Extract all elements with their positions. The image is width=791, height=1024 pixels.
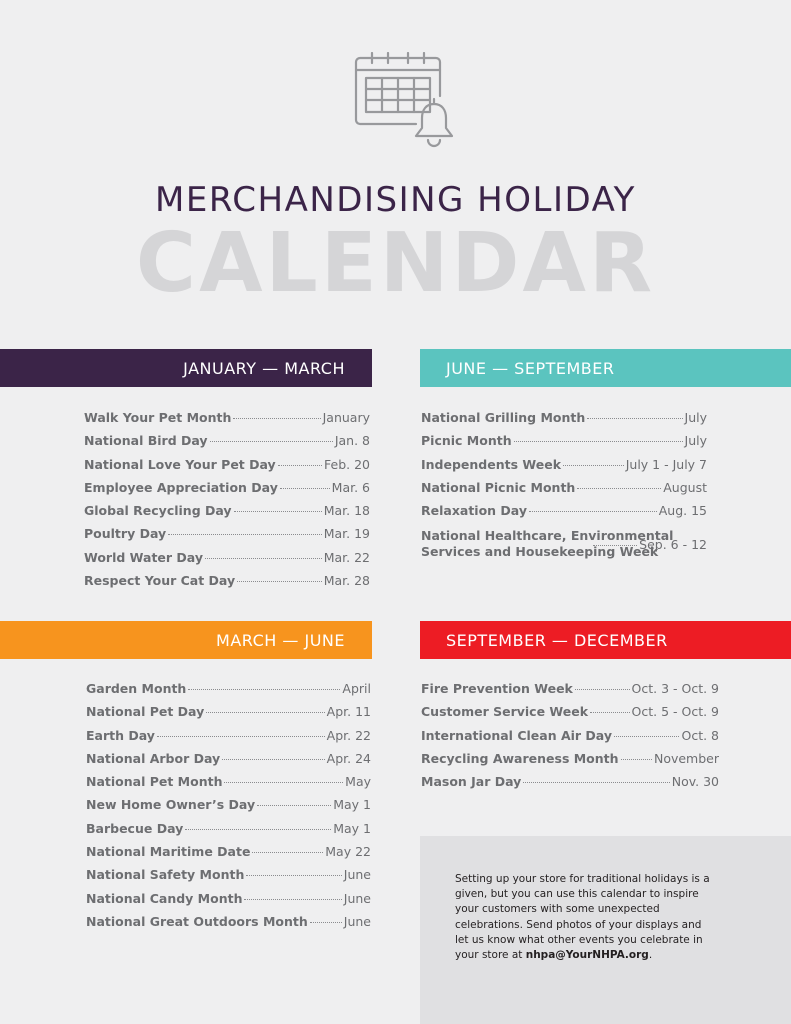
list-item (84, 457, 370, 480)
list-september-december (421, 681, 719, 797)
list-item (421, 774, 719, 797)
item-date: Mar. 19 (323, 526, 370, 542)
note-body: Setting up your store for traditional holidays is a given, but you can use this calendar to inspire your customers with some unexpected celebrations. Send photos of your displays and let us know what other events you celebrate in your store at (455, 873, 710, 962)
item-name: National Love Your Pet Day (84, 456, 276, 472)
list-january-march (84, 410, 370, 596)
list-item (86, 774, 371, 797)
item-date: July 1 - July 7 (625, 456, 707, 472)
item-date: Sep. 6 - 12 (639, 537, 707, 553)
list-item (86, 891, 371, 914)
list-item (86, 704, 371, 727)
item-name: Fire Prevention Week (421, 681, 573, 696)
band-june-september (420, 349, 791, 387)
item-name: Global Recycling Day (84, 503, 232, 519)
list-item (421, 704, 719, 727)
band-label: JUNE — SEPTEMBER (446, 358, 615, 378)
list-item (86, 681, 371, 704)
item-name: Poultry Day (84, 526, 167, 542)
item-date: June (343, 867, 371, 883)
item-date: Apr. 11 (326, 704, 371, 720)
item-date: Jan. 8 (334, 433, 370, 449)
list-item (84, 433, 370, 456)
list-item (84, 503, 370, 526)
item-name: National Safety Month (86, 867, 245, 883)
list-item (86, 821, 371, 844)
item-date: Oct. 5 - Oct. 9 (631, 704, 719, 720)
item-name: National Grilling Month (421, 410, 586, 425)
item-name: Customer Service Week (421, 704, 589, 720)
list-item (84, 410, 370, 433)
list-item (86, 797, 371, 820)
list-march-june (86, 681, 371, 937)
list-june-september (421, 410, 707, 561)
item-name: Mason Jar Day (421, 774, 522, 790)
list-item (421, 728, 719, 751)
item-name: National Bird Day (84, 433, 208, 449)
note-text (455, 872, 715, 963)
item-name: National Maritime Date (86, 844, 251, 860)
item-name: Relaxation Day (421, 503, 527, 519)
list-item (86, 914, 371, 937)
title-line-2: CALENDAR (135, 216, 656, 311)
item-name: Recycling Awareness Month (421, 750, 619, 766)
list-item (86, 844, 371, 867)
item-date: Aug. 15 (658, 503, 707, 519)
item-name: Earth Day (86, 727, 155, 743)
band-september-december (420, 621, 791, 659)
item-date: Feb. 20 (324, 456, 370, 472)
item-name: National Arbor Day (86, 750, 221, 766)
list-item (421, 457, 707, 480)
calendar-bell-icon (352, 52, 456, 148)
band-label: JANUARY — MARCH (183, 358, 345, 378)
list-item (84, 480, 370, 503)
band-label: SEPTEMBER — DECEMBER (446, 630, 668, 650)
item-name: Picnic Month (421, 433, 512, 449)
list-item (421, 433, 707, 456)
item-name: National Pet Day (86, 704, 205, 720)
item-name: National Great Outdoors Month (86, 913, 308, 929)
item-name: Employee Appreciation Day (84, 479, 278, 495)
item-date: June (343, 913, 371, 929)
item-name: National Picnic Month (421, 479, 576, 495)
item-name: Walk Your Pet Month (84, 410, 232, 425)
item-name: Garden Month (86, 681, 187, 696)
item-date: May 1 (333, 797, 371, 813)
item-date: Apr. 24 (326, 750, 371, 766)
item-name: National Candy Month (86, 890, 243, 906)
band-march-june (0, 621, 372, 659)
list-item (421, 410, 707, 433)
item-date: Mar. 6 (331, 479, 370, 495)
item-date: Oct. 8 (681, 727, 719, 743)
note-end: . (648, 949, 653, 962)
item-date: Nov. 30 (671, 774, 719, 790)
item-name: National Pet Month (86, 774, 223, 790)
item-date: Apr. 22 (326, 727, 371, 743)
item-name: National Healthcare, Environmental Services and Housekeeping Week (421, 528, 674, 560)
item-date: May 1 (333, 820, 371, 836)
list-item (84, 550, 370, 573)
item-date: Mar. 22 (323, 549, 370, 565)
list-item (421, 681, 719, 704)
item-name: New Home Owner’s Day (86, 797, 256, 813)
note-box (420, 836, 791, 1024)
item-date: May 22 (325, 844, 371, 860)
item-name: Respect Your Cat Day (84, 573, 236, 589)
list-item (84, 526, 370, 549)
list-item (421, 480, 707, 503)
item-date: May (345, 774, 371, 790)
title-line-1: MERCHANDISING HOLIDAY (155, 180, 636, 220)
list-item (86, 728, 371, 751)
list-item (84, 573, 370, 596)
item-name: Barbecue Day (86, 820, 184, 836)
item-date: Mar. 18 (323, 503, 370, 519)
note-email[interactable]: nhpa@YourNHPA.org (525, 949, 649, 962)
item-date: July (684, 410, 707, 425)
item-date: Oct. 3 - Oct. 9 (631, 681, 719, 696)
band-january-march (0, 349, 372, 387)
item-date: July (684, 433, 707, 449)
band-label: MARCH — JUNE (216, 630, 345, 650)
list-item (86, 751, 371, 774)
item-date: April (342, 681, 371, 696)
list-item (86, 867, 371, 890)
list-item (421, 751, 719, 774)
item-date: November (653, 750, 719, 766)
item-date: June (343, 890, 371, 906)
item-date: Mar. 28 (323, 573, 370, 589)
item-date: January (322, 410, 370, 425)
item-name: International Clean Air Day (421, 727, 612, 743)
item-name: Independents Week (421, 456, 562, 472)
item-date: August (663, 479, 707, 495)
item-name: World Water Day (84, 549, 204, 565)
list-item (421, 503, 707, 526)
